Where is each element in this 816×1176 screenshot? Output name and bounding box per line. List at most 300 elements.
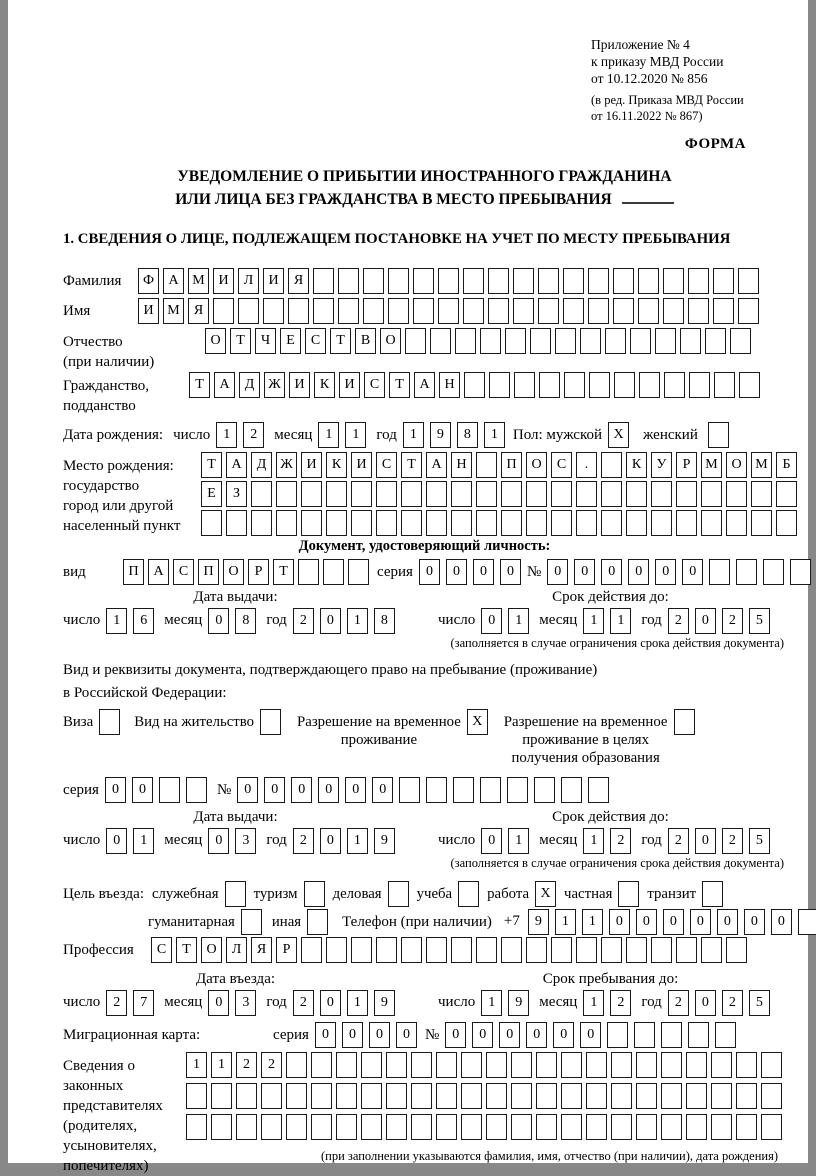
char-box[interactable] xyxy=(701,937,722,963)
char-box[interactable]: 0 xyxy=(574,559,595,585)
char-box[interactable]: 0 xyxy=(208,990,229,1016)
char-box[interactable]: 0 xyxy=(396,1022,417,1048)
char-box[interactable] xyxy=(701,510,722,536)
char-box[interactable] xyxy=(751,481,772,507)
char-box[interactable]: Ж xyxy=(276,452,297,478)
char-box[interactable] xyxy=(489,372,510,398)
char-box[interactable] xyxy=(713,298,734,324)
char-box[interactable]: П xyxy=(198,559,219,585)
char-box[interactable] xyxy=(576,481,597,507)
char-box[interactable] xyxy=(726,481,747,507)
purpose-study-checkbox[interactable] xyxy=(458,881,479,907)
char-box[interactable]: 2 xyxy=(610,990,631,1016)
char-box[interactable] xyxy=(211,1114,232,1140)
phone-boxes[interactable] xyxy=(528,909,816,935)
expiry-day-boxes[interactable] xyxy=(481,608,529,634)
char-box[interactable] xyxy=(388,268,409,294)
char-box[interactable] xyxy=(601,510,622,536)
profession-boxes[interactable] xyxy=(151,937,747,963)
char-box[interactable]: И xyxy=(213,268,234,294)
char-box[interactable]: 0 xyxy=(208,828,229,854)
char-box[interactable] xyxy=(551,481,572,507)
char-box[interactable] xyxy=(790,559,811,585)
char-box[interactable] xyxy=(601,937,622,963)
char-box[interactable]: Я xyxy=(251,937,272,963)
char-box[interactable] xyxy=(601,481,622,507)
char-box[interactable]: 0 xyxy=(771,909,792,935)
char-box[interactable]: Д xyxy=(251,452,272,478)
char-box[interactable]: 0 xyxy=(481,828,502,854)
char-box[interactable]: 2 xyxy=(236,1052,257,1078)
residence-permit-checkbox[interactable] xyxy=(260,709,281,735)
char-box[interactable]: 0 xyxy=(663,909,684,935)
char-box[interactable] xyxy=(676,481,697,507)
char-box[interactable]: Ж xyxy=(264,372,285,398)
char-box[interactable] xyxy=(426,937,447,963)
char-box[interactable] xyxy=(551,937,572,963)
char-box[interactable]: Т xyxy=(401,452,422,478)
char-box[interactable] xyxy=(338,268,359,294)
char-box[interactable] xyxy=(286,1052,307,1078)
char-box[interactable] xyxy=(636,1114,657,1140)
char-box[interactable]: 0 xyxy=(481,608,502,634)
char-box[interactable] xyxy=(730,328,751,354)
char-box[interactable]: Л xyxy=(226,937,247,963)
char-box[interactable] xyxy=(261,1114,282,1140)
char-box[interactable]: А xyxy=(426,452,447,478)
char-box[interactable]: К xyxy=(314,372,335,398)
char-box[interactable]: 1 xyxy=(347,828,368,854)
char-box[interactable]: М xyxy=(751,452,772,478)
char-box[interactable]: 2 xyxy=(722,608,743,634)
char-box[interactable]: 2 xyxy=(668,828,689,854)
char-box[interactable]: И xyxy=(138,298,159,324)
char-box[interactable]: 2 xyxy=(106,990,127,1016)
char-box[interactable]: И xyxy=(301,452,322,478)
char-box[interactable] xyxy=(614,372,635,398)
char-box[interactable] xyxy=(453,777,474,803)
char-box[interactable] xyxy=(639,372,660,398)
char-box[interactable]: 0 xyxy=(132,777,153,803)
char-box[interactable] xyxy=(455,328,476,354)
char-box[interactable] xyxy=(363,298,384,324)
char-box[interactable] xyxy=(361,1052,382,1078)
char-box[interactable]: 1 xyxy=(216,422,237,448)
char-box[interactable] xyxy=(701,481,722,507)
char-box[interactable] xyxy=(576,510,597,536)
char-box[interactable] xyxy=(276,481,297,507)
char-box[interactable] xyxy=(488,298,509,324)
char-box[interactable]: 0 xyxy=(695,608,716,634)
char-box[interactable]: К xyxy=(326,452,347,478)
char-box[interactable]: С xyxy=(551,452,572,478)
char-box[interactable]: К xyxy=(626,452,647,478)
char-box[interactable] xyxy=(661,1114,682,1140)
char-box[interactable] xyxy=(530,328,551,354)
char-box[interactable] xyxy=(501,481,522,507)
char-box[interactable]: 2 xyxy=(610,828,631,854)
char-box[interactable] xyxy=(563,298,584,324)
char-box[interactable] xyxy=(186,1114,207,1140)
char-box[interactable] xyxy=(586,1083,607,1109)
char-box[interactable] xyxy=(588,268,609,294)
char-box[interactable] xyxy=(451,481,472,507)
char-box[interactable] xyxy=(386,1052,407,1078)
char-box[interactable] xyxy=(688,1022,709,1048)
char-box[interactable] xyxy=(536,1052,557,1078)
stay-year-boxes[interactable] xyxy=(668,990,770,1016)
char-box[interactable] xyxy=(413,268,434,294)
temp-residence-edu-checkbox[interactable] xyxy=(674,709,695,735)
char-box[interactable] xyxy=(201,510,222,536)
char-box[interactable]: Ч xyxy=(255,328,276,354)
char-box[interactable]: 1 xyxy=(610,608,631,634)
char-box[interactable]: 0 xyxy=(695,828,716,854)
char-box[interactable] xyxy=(401,937,422,963)
char-box[interactable]: В xyxy=(355,328,376,354)
char-box[interactable]: Л xyxy=(238,268,259,294)
char-box[interactable] xyxy=(736,1114,757,1140)
char-box[interactable]: 0 xyxy=(372,777,393,803)
expiry-year-boxes[interactable] xyxy=(668,828,770,854)
char-box[interactable] xyxy=(711,1114,732,1140)
char-box[interactable] xyxy=(580,328,601,354)
char-box[interactable]: М xyxy=(163,298,184,324)
char-box[interactable] xyxy=(326,937,347,963)
char-box[interactable]: Д xyxy=(239,372,260,398)
char-box[interactable]: 8 xyxy=(235,608,256,634)
char-box[interactable]: 0 xyxy=(208,608,229,634)
char-box[interactable]: П xyxy=(123,559,144,585)
migration-series-boxes[interactable] xyxy=(315,1022,417,1048)
char-box[interactable] xyxy=(664,372,685,398)
birth-place-boxes-row2[interactable] xyxy=(201,481,797,507)
char-box[interactable]: 9 xyxy=(508,990,529,1016)
char-box[interactable] xyxy=(626,510,647,536)
char-box[interactable] xyxy=(159,777,180,803)
char-box[interactable] xyxy=(663,268,684,294)
char-box[interactable] xyxy=(714,372,735,398)
char-box[interactable]: Я xyxy=(188,298,209,324)
char-box[interactable]: 2 xyxy=(293,828,314,854)
char-box[interactable] xyxy=(411,1114,432,1140)
char-box[interactable] xyxy=(589,372,610,398)
char-box[interactable] xyxy=(636,1083,657,1109)
char-box[interactable] xyxy=(301,510,322,536)
char-box[interactable] xyxy=(705,328,726,354)
char-box[interactable]: 0 xyxy=(315,1022,336,1048)
char-box[interactable] xyxy=(476,510,497,536)
char-box[interactable] xyxy=(651,481,672,507)
char-box[interactable]: 9 xyxy=(430,422,451,448)
char-box[interactable]: 5 xyxy=(749,990,770,1016)
char-box[interactable]: 0 xyxy=(655,559,676,585)
char-box[interactable] xyxy=(713,268,734,294)
expiry-month-boxes[interactable] xyxy=(583,608,631,634)
char-box[interactable]: 0 xyxy=(744,909,765,935)
residence-series-boxes[interactable] xyxy=(105,777,207,803)
char-box[interactable] xyxy=(376,937,397,963)
purpose-business-checkbox[interactable] xyxy=(388,881,409,907)
entry-month-boxes[interactable] xyxy=(208,990,256,1016)
char-box[interactable] xyxy=(348,559,369,585)
char-box[interactable] xyxy=(251,510,272,536)
char-box[interactable] xyxy=(336,1052,357,1078)
char-box[interactable] xyxy=(511,1052,532,1078)
char-box[interactable]: 2 xyxy=(261,1052,282,1078)
char-box[interactable] xyxy=(636,1052,657,1078)
char-box[interactable]: О xyxy=(726,452,747,478)
char-box[interactable]: И xyxy=(351,452,372,478)
char-box[interactable] xyxy=(261,1083,282,1109)
char-box[interactable] xyxy=(338,298,359,324)
char-box[interactable] xyxy=(663,298,684,324)
char-box[interactable] xyxy=(751,510,772,536)
issue-year-boxes[interactable] xyxy=(293,608,395,634)
char-box[interactable] xyxy=(311,1052,332,1078)
char-box[interactable]: 2 xyxy=(722,828,743,854)
citizenship-boxes[interactable] xyxy=(189,372,760,398)
char-box[interactable]: А xyxy=(214,372,235,398)
char-box[interactable] xyxy=(211,1083,232,1109)
char-box[interactable] xyxy=(739,372,760,398)
char-box[interactable]: 0 xyxy=(601,559,622,585)
char-box[interactable] xyxy=(551,510,572,536)
char-box[interactable] xyxy=(688,268,709,294)
char-box[interactable]: 0 xyxy=(291,777,312,803)
char-box[interactable] xyxy=(486,1083,507,1109)
char-box[interactable] xyxy=(526,481,547,507)
char-box[interactable]: 0 xyxy=(320,608,341,634)
char-box[interactable]: М xyxy=(188,268,209,294)
char-box[interactable] xyxy=(463,298,484,324)
char-box[interactable]: И xyxy=(263,268,284,294)
char-box[interactable] xyxy=(236,1083,257,1109)
char-box[interactable]: 0 xyxy=(369,1022,390,1048)
issue-day-boxes[interactable] xyxy=(106,828,154,854)
char-box[interactable] xyxy=(511,1114,532,1140)
char-box[interactable] xyxy=(661,1022,682,1048)
char-box[interactable]: 0 xyxy=(499,1022,520,1048)
char-box[interactable]: 1 xyxy=(508,828,529,854)
char-box[interactable] xyxy=(507,777,528,803)
char-box[interactable]: 0 xyxy=(628,559,649,585)
char-box[interactable] xyxy=(376,510,397,536)
char-box[interactable] xyxy=(436,1114,457,1140)
char-box[interactable] xyxy=(611,1083,632,1109)
birth-place-boxes-row1[interactable] xyxy=(201,452,797,478)
char-box[interactable]: 0 xyxy=(419,559,440,585)
char-box[interactable] xyxy=(505,328,526,354)
representatives-boxes-row3[interactable] xyxy=(186,1114,782,1140)
char-box[interactable]: О xyxy=(526,452,547,478)
doc-type-boxes[interactable] xyxy=(123,559,369,585)
char-box[interactable]: 1 xyxy=(347,608,368,634)
issue-year-boxes[interactable] xyxy=(293,828,395,854)
char-box[interactable]: Т xyxy=(176,937,197,963)
char-box[interactable]: Н xyxy=(451,452,472,478)
char-box[interactable]: 5 xyxy=(749,828,770,854)
char-box[interactable]: 1 xyxy=(508,608,529,634)
char-box[interactable] xyxy=(351,937,372,963)
char-box[interactable]: Т xyxy=(273,559,294,585)
char-box[interactable]: 3 xyxy=(235,990,256,1016)
char-box[interactable]: 2 xyxy=(668,608,689,634)
char-box[interactable]: 3 xyxy=(235,828,256,854)
char-box[interactable]: С xyxy=(151,937,172,963)
char-box[interactable]: Р xyxy=(276,937,297,963)
char-box[interactable]: 1 xyxy=(555,909,576,935)
char-box[interactable] xyxy=(301,937,322,963)
char-box[interactable] xyxy=(638,298,659,324)
doc-number-boxes[interactable] xyxy=(547,559,811,585)
char-box[interactable] xyxy=(288,298,309,324)
char-box[interactable]: 8 xyxy=(374,608,395,634)
char-box[interactable]: Н xyxy=(439,372,460,398)
char-box[interactable] xyxy=(386,1083,407,1109)
char-box[interactable] xyxy=(401,510,422,536)
char-box[interactable] xyxy=(501,937,522,963)
char-box[interactable] xyxy=(630,328,651,354)
char-box[interactable] xyxy=(514,372,535,398)
char-box[interactable] xyxy=(738,298,759,324)
char-box[interactable]: М xyxy=(701,452,722,478)
char-box[interactable]: 1 xyxy=(403,422,424,448)
char-box[interactable]: 1 xyxy=(186,1052,207,1078)
char-box[interactable]: 0 xyxy=(446,559,467,585)
char-box[interactable]: 0 xyxy=(105,777,126,803)
char-box[interactable] xyxy=(251,481,272,507)
char-box[interactable] xyxy=(711,1083,732,1109)
char-box[interactable]: А xyxy=(226,452,247,478)
purpose-private-checkbox[interactable] xyxy=(618,881,639,907)
char-box[interactable] xyxy=(226,510,247,536)
char-box[interactable] xyxy=(476,452,497,478)
char-box[interactable]: О xyxy=(223,559,244,585)
char-box[interactable] xyxy=(689,372,710,398)
char-box[interactable]: 0 xyxy=(690,909,711,935)
char-box[interactable]: 0 xyxy=(547,559,568,585)
char-box[interactable]: 0 xyxy=(473,559,494,585)
char-box[interactable]: 5 xyxy=(749,608,770,634)
char-box[interactable] xyxy=(501,510,522,536)
char-box[interactable] xyxy=(561,1083,582,1109)
char-box[interactable]: Т xyxy=(201,452,222,478)
char-box[interactable]: 8 xyxy=(457,422,478,448)
char-box[interactable] xyxy=(538,268,559,294)
char-box[interactable] xyxy=(651,937,672,963)
char-box[interactable] xyxy=(376,481,397,507)
char-box[interactable] xyxy=(186,1083,207,1109)
char-box[interactable] xyxy=(534,777,555,803)
char-box[interactable] xyxy=(526,937,547,963)
char-box[interactable]: С xyxy=(305,328,326,354)
char-box[interactable]: 0 xyxy=(106,828,127,854)
char-box[interactable] xyxy=(463,268,484,294)
char-box[interactable] xyxy=(761,1114,782,1140)
char-box[interactable] xyxy=(263,298,284,324)
char-box[interactable] xyxy=(638,268,659,294)
char-box[interactable]: 6 xyxy=(133,608,154,634)
char-box[interactable] xyxy=(526,510,547,536)
char-box[interactable] xyxy=(426,510,447,536)
char-box[interactable]: 0 xyxy=(237,777,258,803)
char-box[interactable] xyxy=(351,481,372,507)
purpose-humanitarian-checkbox[interactable] xyxy=(241,909,262,935)
migration-number-boxes[interactable] xyxy=(445,1022,736,1048)
char-box[interactable]: У xyxy=(651,452,672,478)
char-box[interactable]: 0 xyxy=(320,990,341,1016)
char-box[interactable]: 1 xyxy=(583,608,604,634)
purpose-official-checkbox[interactable] xyxy=(225,881,246,907)
char-box[interactable]: Б xyxy=(776,452,797,478)
char-box[interactable]: О xyxy=(380,328,401,354)
char-box[interactable] xyxy=(680,328,701,354)
char-box[interactable] xyxy=(661,1052,682,1078)
char-box[interactable] xyxy=(401,481,422,507)
char-box[interactable] xyxy=(411,1083,432,1109)
char-box[interactable] xyxy=(311,1083,332,1109)
char-box[interactable] xyxy=(715,1022,736,1048)
char-box[interactable]: 9 xyxy=(374,990,395,1016)
char-box[interactable]: 2 xyxy=(293,608,314,634)
char-box[interactable]: 0 xyxy=(682,559,703,585)
char-box[interactable]: Р xyxy=(676,452,697,478)
char-box[interactable] xyxy=(555,328,576,354)
char-box[interactable]: 0 xyxy=(345,777,366,803)
char-box[interactable] xyxy=(655,328,676,354)
char-box[interactable] xyxy=(736,1083,757,1109)
issue-month-boxes[interactable] xyxy=(208,608,256,634)
char-box[interactable] xyxy=(361,1083,382,1109)
char-box[interactable] xyxy=(461,1052,482,1078)
patronymic-boxes[interactable] xyxy=(205,328,751,354)
char-box[interactable] xyxy=(601,452,622,478)
char-box[interactable] xyxy=(301,481,322,507)
char-box[interactable] xyxy=(776,510,797,536)
representatives-boxes-row1[interactable] xyxy=(186,1052,782,1078)
char-box[interactable] xyxy=(323,559,344,585)
char-box[interactable]: Р xyxy=(248,559,269,585)
char-box[interactable]: Ф xyxy=(138,268,159,294)
char-box[interactable] xyxy=(676,510,697,536)
char-box[interactable] xyxy=(399,777,420,803)
birth-place-boxes-row3[interactable] xyxy=(201,510,797,536)
purpose-transit-checkbox[interactable] xyxy=(702,881,723,907)
char-box[interactable]: Т xyxy=(189,372,210,398)
char-box[interactable]: А xyxy=(414,372,435,398)
char-box[interactable] xyxy=(738,268,759,294)
char-box[interactable]: 0 xyxy=(500,559,521,585)
char-box[interactable] xyxy=(276,510,297,536)
char-box[interactable] xyxy=(186,777,207,803)
given-name-boxes[interactable] xyxy=(138,298,759,324)
char-box[interactable] xyxy=(351,510,372,536)
char-box[interactable]: И xyxy=(289,372,310,398)
char-box[interactable] xyxy=(736,559,757,585)
char-box[interactable]: С xyxy=(364,372,385,398)
char-box[interactable]: 7 xyxy=(133,990,154,1016)
char-box[interactable] xyxy=(388,298,409,324)
residence-number-boxes[interactable] xyxy=(237,777,609,803)
char-box[interactable]: Т xyxy=(330,328,351,354)
char-box[interactable]: 1 xyxy=(211,1052,232,1078)
visa-checkbox[interactable] xyxy=(99,709,120,735)
char-box[interactable] xyxy=(386,1114,407,1140)
char-box[interactable]: 2 xyxy=(293,990,314,1016)
char-box[interactable]: 0 xyxy=(580,1022,601,1048)
char-box[interactable] xyxy=(405,328,426,354)
